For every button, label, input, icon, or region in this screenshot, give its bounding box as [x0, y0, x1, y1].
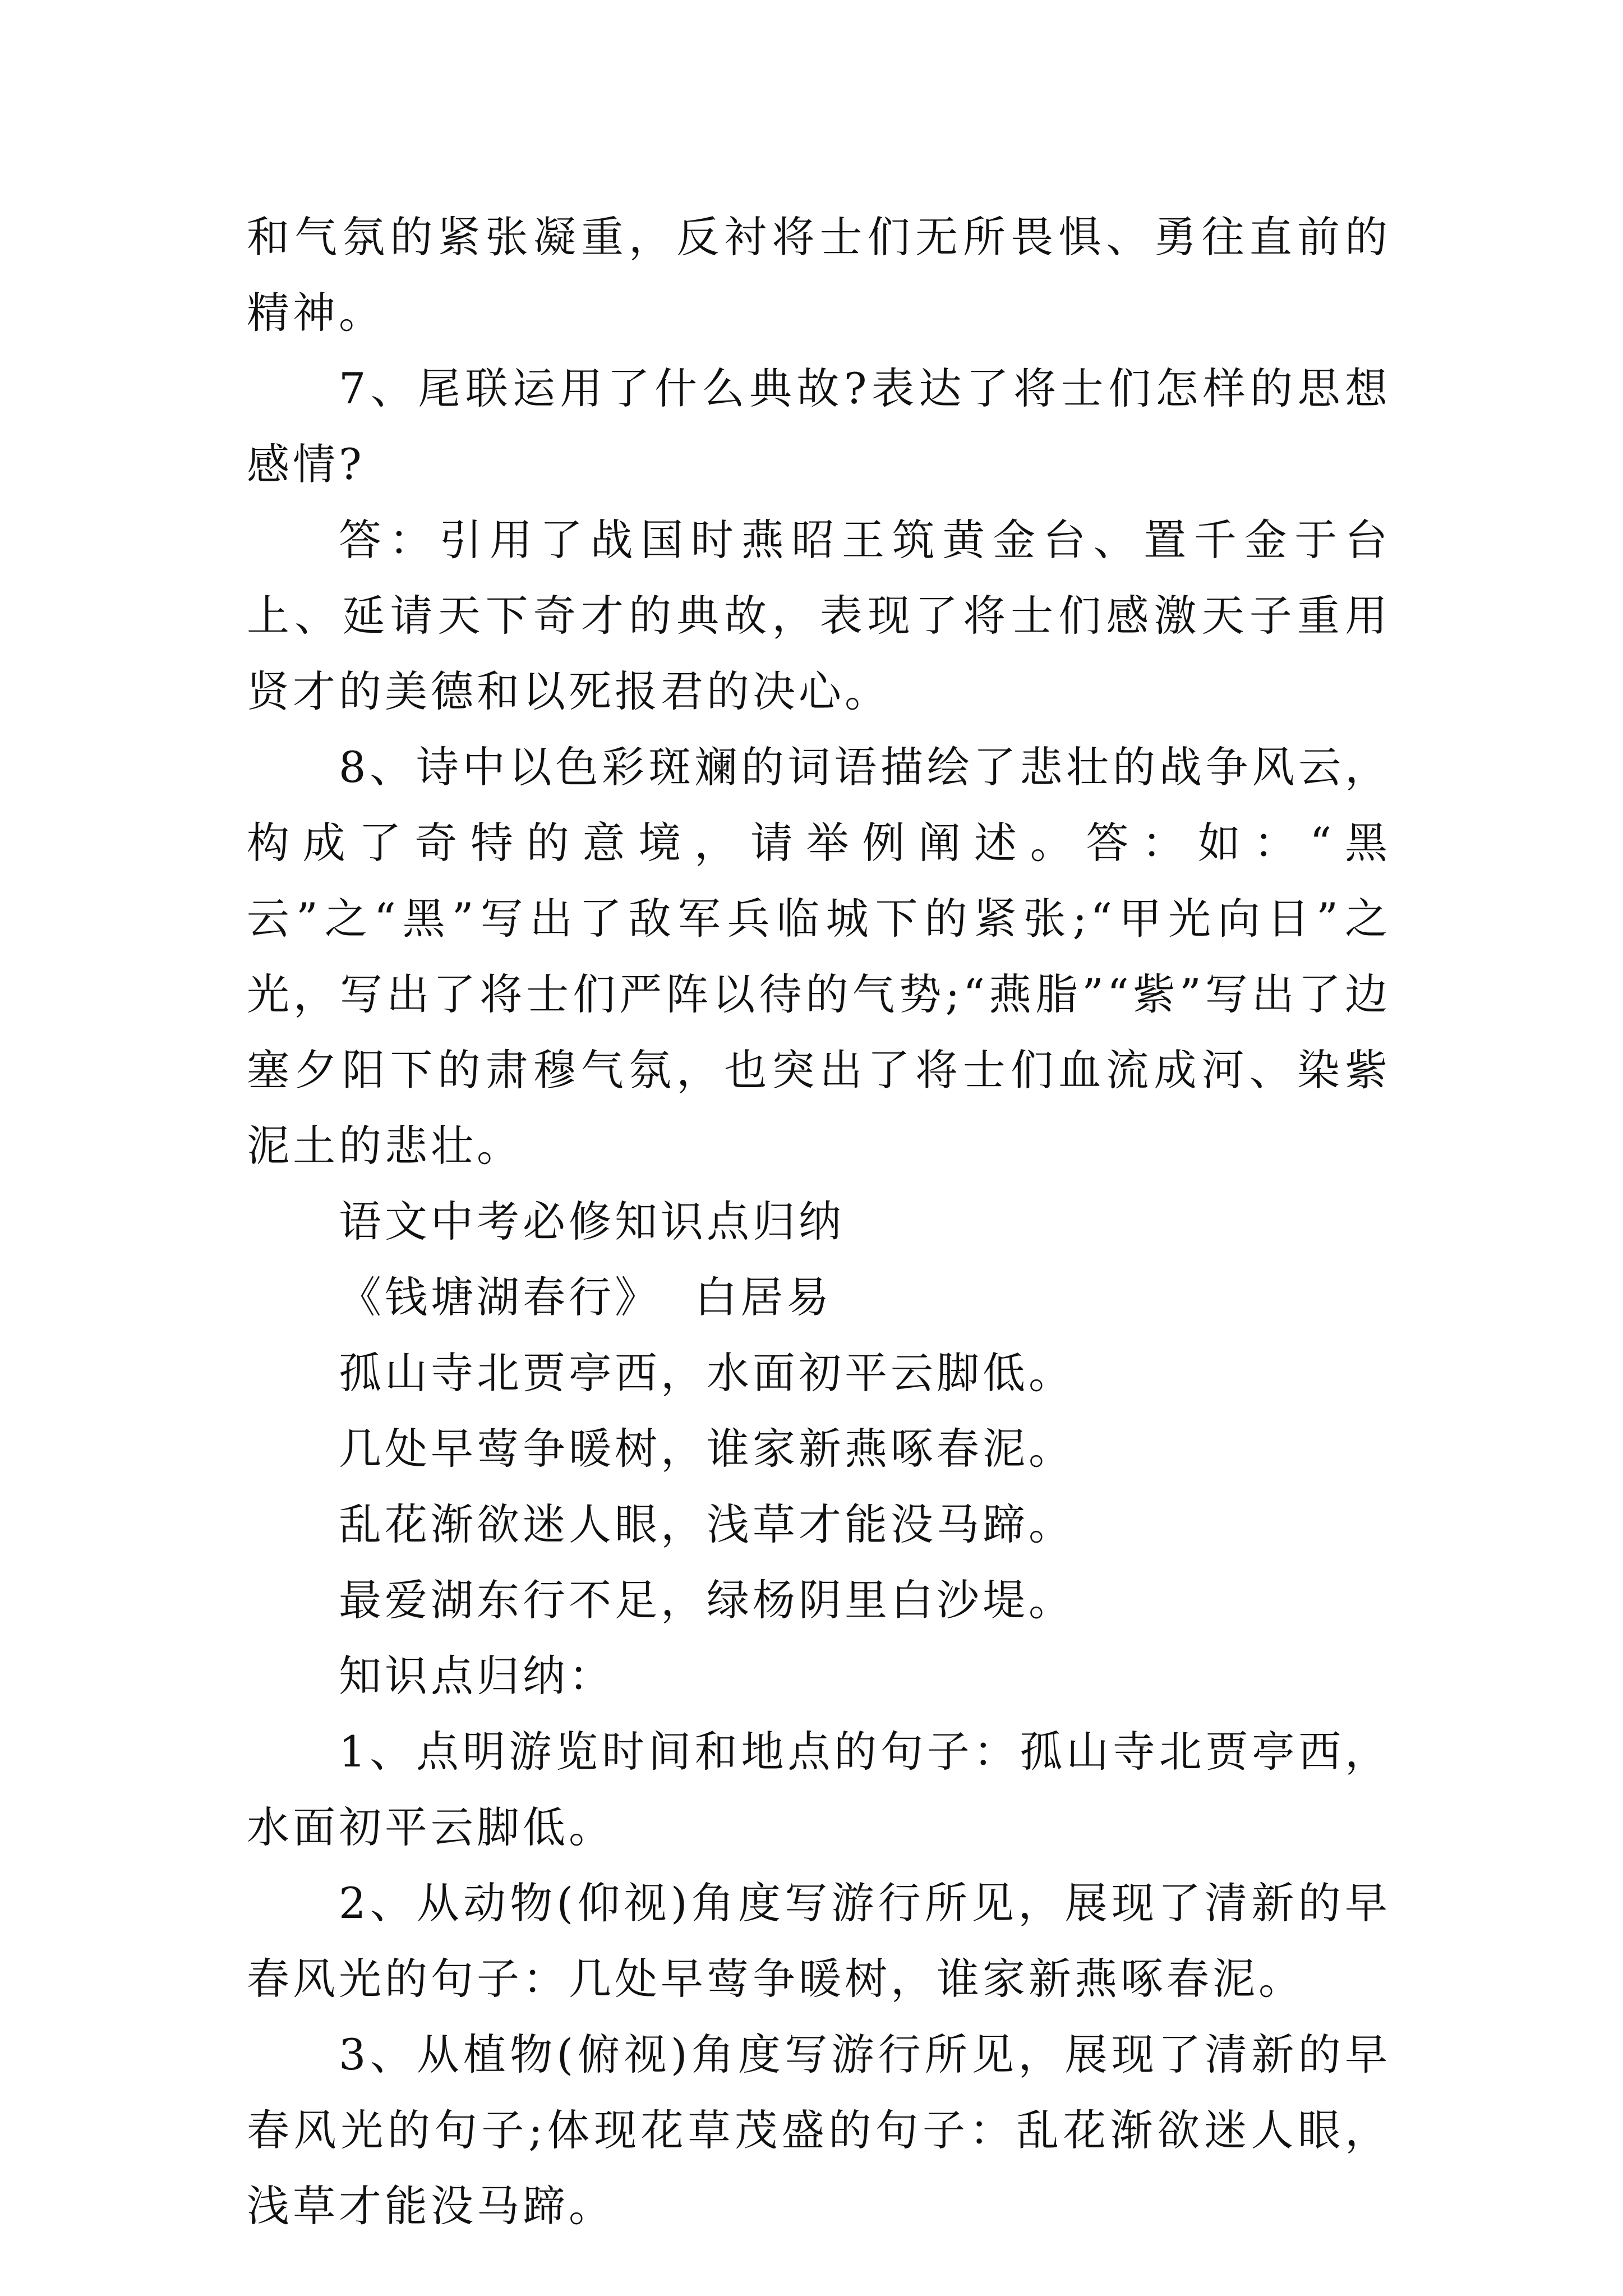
- paragraph-continuation: 和气氛的紧张凝重，反衬将士们无所畏惧、勇往直前的精神。: [247, 212, 1391, 338]
- answer-7: 答：引用了战国时燕昭王筑黄金台、置千金于台上、延请天下奇才的典故，表现了将士们感激天子重用贤才的美德和以死报君的决心。: [247, 515, 1391, 716]
- question-8: 8、诗中以色彩斑斓的词语描绘了悲壮的战争风云，构成了奇特的意境，请举例阐述。答：如：“黑云”之“黑”写出了敌军兵临城下的紧张;“甲光向日”之光，写出了将士们严阵以待的气势;“燕脂”“紫”写出了边塞夕阳下的肃穆气氛，也突出了将士们血流成河、染紫泥土的悲壮。: [247, 742, 1391, 1171]
- poem-line: 几处早莺争暖树，谁家新燕啄春泥。: [339, 1424, 1075, 1474]
- question-7: 7、尾联运用了什么典故?表达了将士们怎样的思想感情?: [247, 364, 1391, 489]
- knowledge-point-3: 3、从植物(俯视)角度写游行所见，展现了清新的早春风光的句子;体现花草茂盛的句子：乱花渐欲迷人眼，浅草才能没马蹄。: [247, 2030, 1391, 2231]
- knowledge-point-1: 1、点明游览时间和地点的句子：孤山寺北贾亭西，水面初平云脚低。: [247, 1727, 1391, 1852]
- knowledge-points-title: 知识点归纳：: [339, 1651, 615, 1701]
- document-body: [247, 199, 1391, 2244]
- poem-line: 孤山寺北贾亭西，水面初平云脚低。: [339, 1348, 1075, 1398]
- knowledge-point-2: 2、从动物(仰视)角度写游行所见，展现了清新的早春风光的句子：几处早莺争暖树，谁家新燕啄春泥。: [247, 1878, 1391, 2004]
- poem-title: 《钱塘湖春行》 白居易: [339, 1272, 833, 1322]
- poem-line: 最爱湖东行不足，绿杨阴里白沙堤。: [339, 1575, 1075, 1625]
- poem-line: 乱花渐欲迷人眼，浅草才能没马蹄。: [339, 1499, 1075, 1549]
- section-title: 语文中考必修知识点归纳: [339, 1197, 845, 1246]
